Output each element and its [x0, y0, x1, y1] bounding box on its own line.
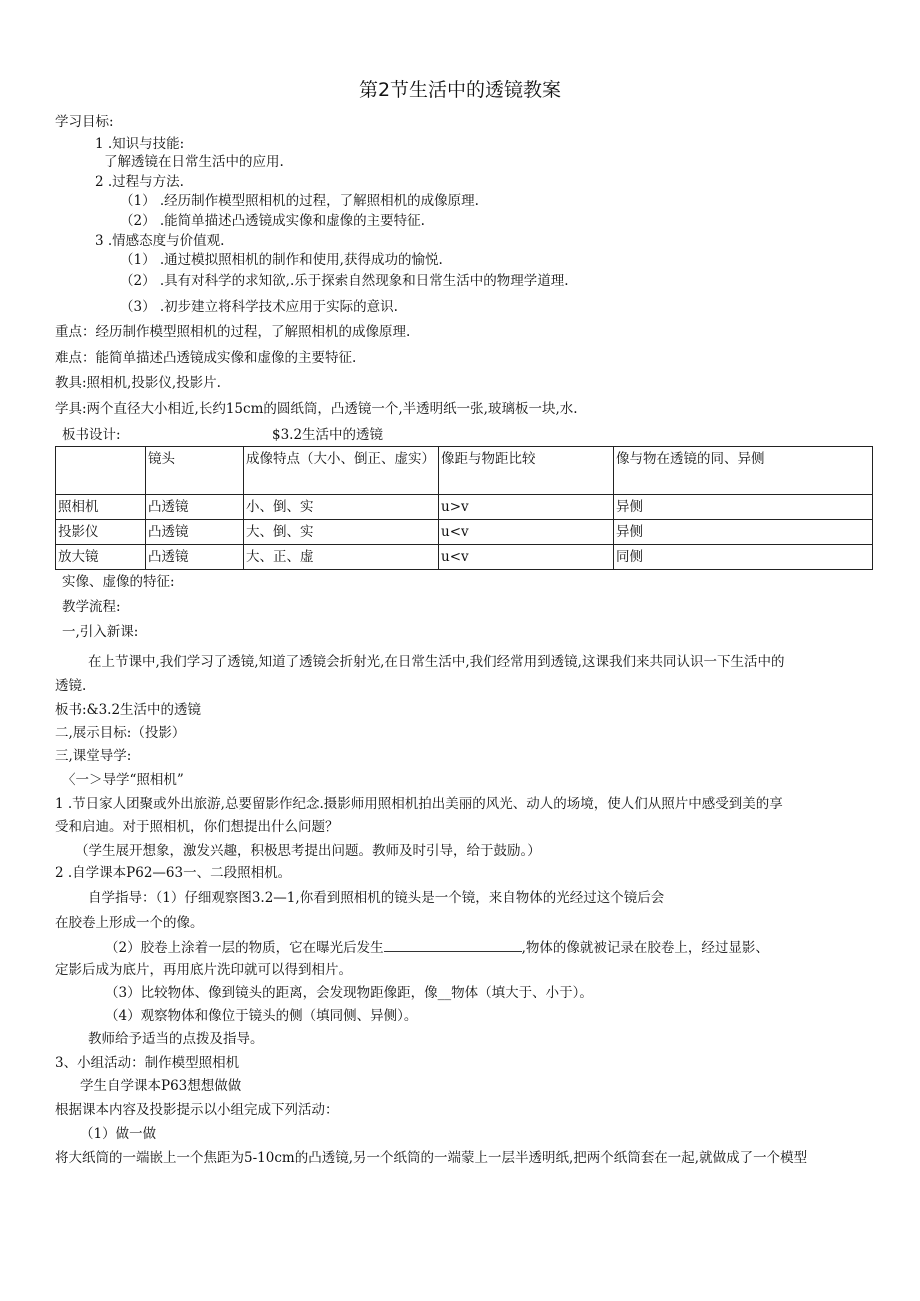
paragraph-3-line-2: 根据课本内容及投影提示以小组完成下列活动： — [55, 1102, 339, 1118]
paragraph-3-heading: 3、小组活动：制作模型照相机 — [55, 1055, 240, 1071]
objective-3: 3 .情感态度与价值观. — [95, 233, 225, 249]
table-cell: u<v — [439, 520, 614, 545]
self-study-line-2: 在胶卷上形成一个的像。 — [55, 915, 204, 931]
paragraph-3-line-4: 将大纸筒的一端嵌上一个焦距为5-10cm的凸透镜,另一个纸筒的一端蒙上一层半透明纸,把两个纸筒套在一起,就做成了一个模型 — [55, 1150, 808, 1166]
objective-3b: （2） .具有对科学的求知欲,.乐于探索自然现象和日常生活中的物理学道理. — [120, 273, 569, 289]
table-header-cell: 镜头 — [146, 447, 244, 495]
table-cell: u<v — [439, 545, 614, 570]
self-study-line-1: 自学指导：（1）仔细观察图3.2—1,你看到照相机的镜头是一个镜，来自物体的光经过这个镜后会 — [88, 890, 665, 906]
objective-2b: （2） .能简单描述凸透镜成实像和虚像的主要特征. — [120, 213, 425, 229]
board-note: 板书:&3.2生活中的透镜 — [55, 702, 202, 718]
board-heading: $3.2生活中的透镜 — [272, 427, 384, 443]
board-table — [55, 446, 873, 570]
difficulty: 难点：能简单描述凸透镜成实像和虚像的主要特征. — [55, 350, 357, 366]
objective-2: 2 .过程与方法. — [95, 174, 184, 190]
table-cell: 放大镜 — [56, 545, 146, 570]
intro-line-1: 在上节课中,我们学习了透镜,知道了透镜会折射光,在日常生活中,我们经常用到透镜,这课我们来共同认识一下生活中的 — [88, 654, 785, 670]
section-2-heading: 二,展示目标:（投影） — [55, 725, 186, 741]
table-header-cell — [56, 447, 146, 495]
table-cell: 投影仪 — [56, 520, 146, 545]
table-header-cell: 像与物在透镜的同、异侧 — [614, 447, 873, 495]
objectives-heading: 学习目标: — [55, 114, 114, 130]
self-study-line-3 — [105, 937, 769, 957]
paragraph-1-line-2: 受和启迪。对于照相机，你们想提出什么问题？ — [55, 819, 339, 835]
table-cell: 照相机 — [56, 495, 146, 520]
table-cell: 大、倒、实 — [244, 520, 439, 545]
teacher-guidance: 教师给予适当的点拨及指导。 — [88, 1031, 264, 1047]
features-line: 实像、虚像的特征: — [62, 574, 175, 590]
objective-1: 1 .知识与技能: — [95, 136, 185, 152]
board-label: 板书设计: — [62, 427, 121, 443]
self-study-line-6: （4）观察物体和像位于镜头的侧（填同侧、异侧）。 — [105, 1008, 418, 1024]
intro-line-2: 透镜. — [55, 678, 87, 694]
section-1-heading: 一,引入新课: — [62, 624, 139, 640]
paragraph-3-line-3: （1）做一做 — [80, 1126, 157, 1142]
table-cell: 凸透镜 — [146, 495, 244, 520]
paragraph-3-line-1: 学生自学课本P63想想做做 — [80, 1078, 242, 1094]
guide-camera-heading: 〈一＞导学“照相机” — [62, 772, 184, 788]
paragraph-1-line-3: （学生展开想象，激发兴趣，积极思考提出问题。教师及时引导，给于鼓励。） — [75, 843, 541, 859]
self-study-line-5: （3）比较物体、像到镜头的距离，会发现物距像距，像__物体（填大于、小于）。 — [105, 985, 593, 1001]
table-row — [56, 545, 873, 570]
table-cell: 异侧 — [614, 520, 873, 545]
section-3-heading: 三,课堂导学: — [55, 748, 132, 764]
table-cell: 大、正、虚 — [244, 545, 439, 570]
paragraph-2-heading: 2 .自学课本P62—63一、二段照相机。 — [55, 865, 292, 881]
self-study-line-4: 定影后成为底片，再用底片洗印就可以得到相片。 — [55, 962, 352, 978]
table-header-cell: 像距与物距比较 — [439, 447, 614, 495]
student-tools: 学具:两个直径大小相近,长约15cm的圆纸筒，凸透镜一个,半透明纸一张,玻璃板一块,水. — [55, 401, 578, 417]
key-point: 重点：经历制作模型照相机的过程，了解照相机的成像原理. — [55, 324, 411, 340]
table-header-row — [56, 447, 873, 495]
table-cell: u>v — [439, 495, 614, 520]
objective-3c: （3） .初步建立将科学技术应用于实际的意识. — [120, 299, 398, 315]
fill-in-blank[interactable] — [384, 937, 522, 952]
table-header-cell: 成像特点（大小、倒正、虚实） — [244, 447, 439, 495]
table-cell: 凸透镜 — [146, 520, 244, 545]
objective-3a: （1） .通过模拟照相机的制作和使用,获得成功的愉悦. — [120, 252, 443, 268]
table-row — [56, 495, 873, 520]
table-cell: 同侧 — [614, 545, 873, 570]
page-title: 第2节生活中的透镜教案 — [358, 79, 562, 101]
table-row — [56, 520, 873, 545]
objective-2a: （1） .经历制作模型照相机的过程，了解照相机的成像原理. — [120, 193, 479, 209]
paragraph-1-line-1: 1 .节日家人团聚或外出旅游,总要留影作纪念.摄影师用照相机拍出美丽的风光、动人的场境，使人们从照片中感受到美的享 — [55, 796, 783, 812]
objective-1a: 了解透镜在日常生活中的应用. — [104, 154, 284, 170]
self-study-line-3-part-1: （2）胶卷上涂着一层的物质，它在曝光后发生 — [105, 940, 384, 956]
teaching-flow: 教学流程: — [62, 599, 121, 615]
self-study-line-3-part-2: ,物体的像就被记录在胶卷上，经过显影、 — [521, 940, 769, 956]
table-cell: 凸透镜 — [146, 545, 244, 570]
table-cell: 异侧 — [614, 495, 873, 520]
table-cell: 小、倒、实 — [244, 495, 439, 520]
teaching-tools: 教具:照相机,投影仪,投影片. — [55, 375, 221, 391]
